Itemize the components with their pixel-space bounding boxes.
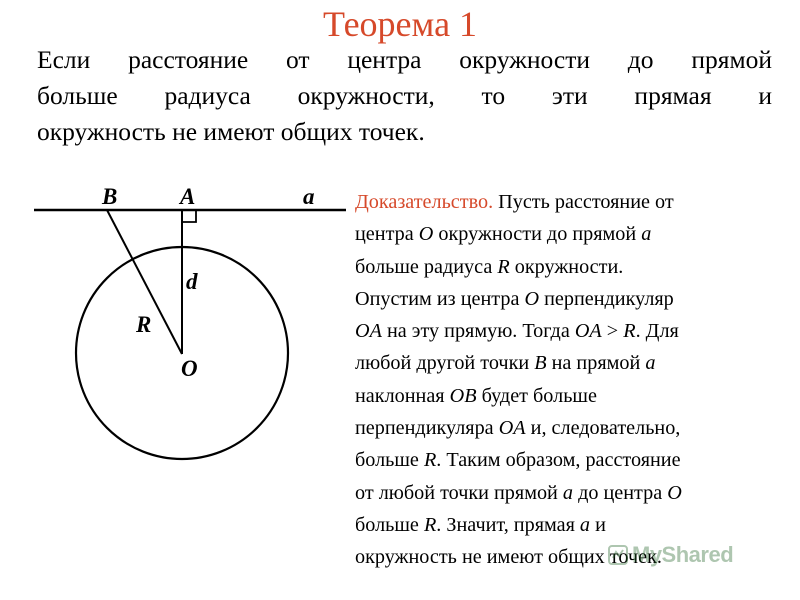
proof-segment: больше [355,513,424,536]
proof-symbol: R [497,255,510,278]
proof-line [355,509,785,541]
proof-symbol: a [562,481,574,504]
proof-segment: Опустим из центра [355,287,525,310]
proof-segment: центра [355,223,419,246]
theorem-line: окружность не имеют общих точек. [37,117,425,146]
proof-segment: больше [355,449,424,472]
proof-segment: окружность не имеют общих точек. [355,546,662,569]
proof-symbol: O [667,481,682,504]
proof-segment: любой другой точки [355,352,535,375]
proof-segment: перпендикуляра [355,417,499,440]
proof-symbol: R [623,320,636,343]
proof-line [355,315,785,347]
proof-segment: > [601,320,624,343]
proof-segment: и, следовательно, [525,417,681,440]
proof-symbol: OB [449,384,477,407]
proof-line [355,283,785,315]
proof-symbol: a [579,513,591,536]
proof-segment: на прямой [546,352,646,375]
proof-segment: и [590,513,606,536]
proof-segment: . Таким образом, расстояние [436,449,681,472]
label-d: d [186,269,198,294]
geometry-figure [30,178,350,588]
proof-symbol: O [524,287,540,310]
proof-symbol: OA [574,320,602,343]
proof-line [355,444,785,476]
proof-symbol: a [645,352,656,375]
proof-symbol: OA [498,417,526,440]
label-R: R [136,312,152,337]
proof-segment: наклонная [355,384,450,407]
proof-segment: . Для [635,320,679,343]
proof-segment: будет больше [476,384,597,407]
right-angle-mark [182,210,196,222]
proof-symbol: R [423,513,437,536]
proof-segment: окружности до прямой [433,223,642,246]
proof-line [355,541,785,573]
proof-segment: . Значит, прямая [436,513,580,536]
proof-symbol: OA [355,320,382,343]
proof-segment: до центра [573,481,668,504]
proof-symbol: O [418,223,434,246]
label-a: a [303,184,315,209]
proof-segment: перпендикуляр [539,287,674,310]
label-A: A [180,184,196,209]
watermark-text: MyShared [632,542,734,567]
proof-segment: на эту прямую. Тогда [381,320,575,343]
proof-line [355,218,785,250]
proof-segment: больше радиуса [355,255,498,278]
proof-symbol: R [423,449,437,472]
proof-text [355,186,785,574]
proof-line [355,251,785,283]
label-O: O [181,356,198,381]
theorem-statement [37,42,772,150]
proof-line [355,347,785,379]
label-B: B [102,184,118,209]
slide-title: Теорема 1 [322,4,478,44]
proof-symbol: a [641,223,652,246]
theorem-line: больше радиуса окружности, то эти прямая и [37,81,772,110]
proof-segment: от любой точки прямой [355,481,563,504]
theorem-line: Если расстояние от центра окружности до прямой [37,45,772,74]
proof-symbol: B [534,352,547,375]
proof-line [355,186,785,218]
proof-line [355,477,785,509]
proof-segment: окружности. [509,255,624,278]
proof-lead: Доказательство. [355,191,494,213]
proof-line [355,380,785,412]
proof-segment: Пусть расстояние от [493,191,674,213]
proof-line [355,412,785,444]
